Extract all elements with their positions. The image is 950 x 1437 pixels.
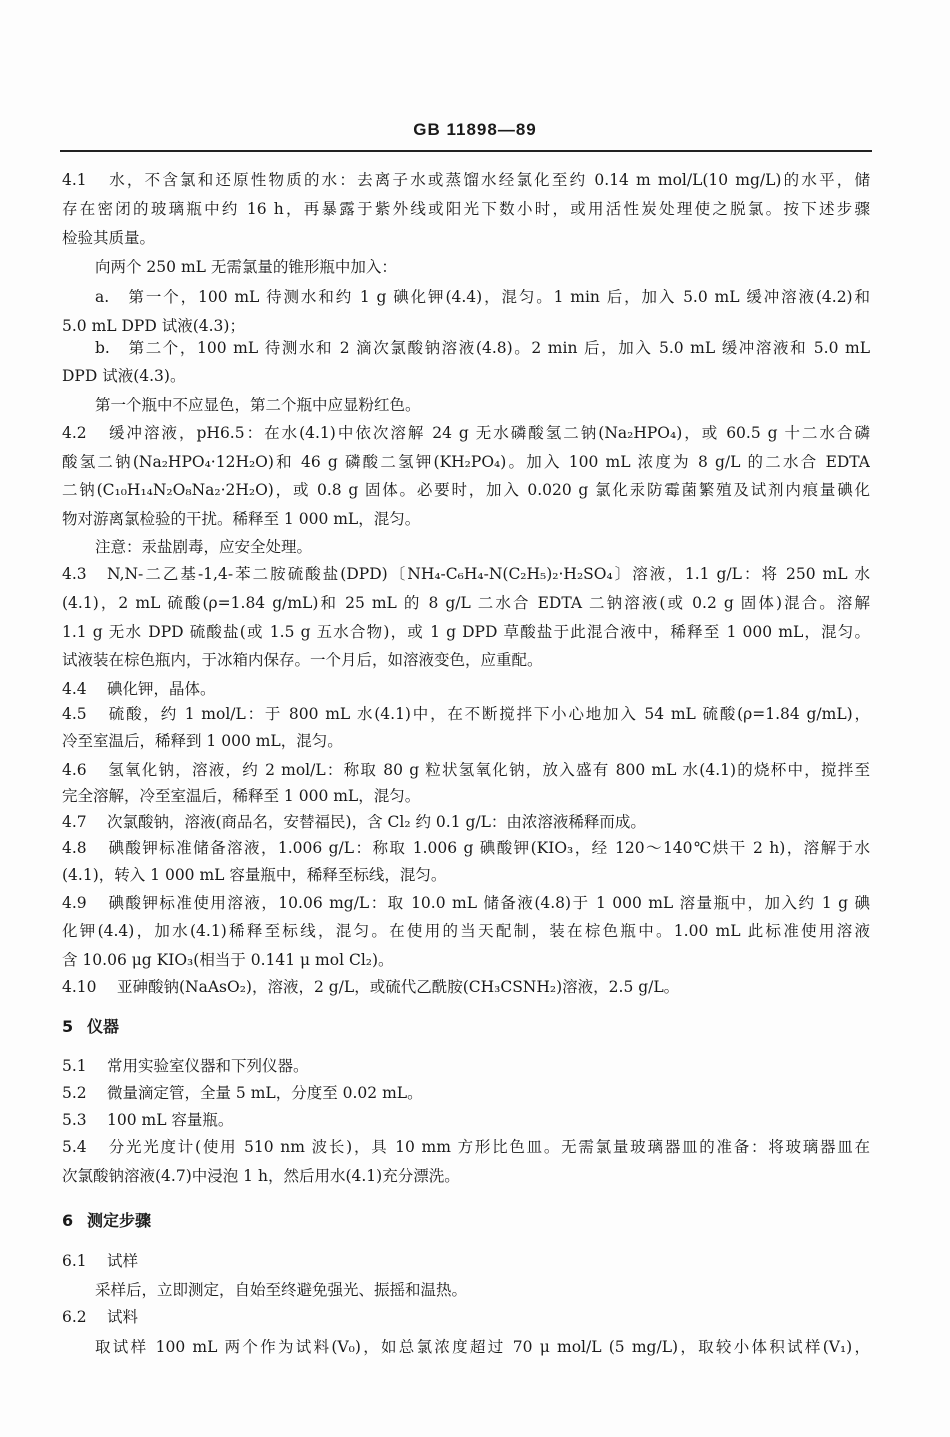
clause-number: 4.3 bbox=[62, 565, 87, 583]
faint-watermark bbox=[0, 1426, 950, 1436]
clause-number: 4.9 bbox=[62, 894, 87, 912]
clause-4-2-line: 酸氢二钠(Na₂HPO₄·12H₂O)和 46 g 磷酸二氢钾(KH₂PO₄)。加入 100 mL 浓度为 8 g/L 的二水合 EDTA bbox=[62, 453, 870, 471]
clause-4-6-line bbox=[62, 759, 870, 781]
clause-number: 4.4 bbox=[62, 680, 87, 698]
clause-4-10-line bbox=[62, 976, 870, 998]
clause-number: 4.7 bbox=[62, 813, 87, 831]
clause-text: 碘酸钾标准储备溶液，1.006 g/L：称取 1.006 g 碘酸钾(KIO₃，经 120～140℃烘干 2 h)，溶解于水 bbox=[107, 839, 870, 857]
clause-4-4-line bbox=[62, 678, 870, 700]
section-number: 5 bbox=[62, 1017, 74, 1036]
clause-number: 4.6 bbox=[62, 761, 87, 779]
page-header-standard-number: GB 11898—89 bbox=[413, 120, 537, 139]
clause-4-1-item-b: b. 第二个，100 mL 待测水和 2 滴次氯酸钠溶液(4.8)。2 min 后，加入 5.0 mL 缓冲溶液和 5.0 mL bbox=[95, 339, 870, 357]
clause-text: 氢氧化钠，溶液，约 2 mol/L：称取 80 g 粒状氢氧化钠，放入盛有 800 mL 水(4.1)的烧杯中，搅拌至 bbox=[107, 761, 870, 779]
clause-4-1-line: 5.0 mL DPD 试液(4.3)； bbox=[62, 317, 245, 335]
clause-4-1-line: 第一个瓶中不应显色，第二个瓶中应显粉红色。 bbox=[95, 396, 421, 414]
clause-text: 次氯酸钠，溶液(商品名，安替福民)，含 Cl₂ 约 0.1 g/L：由浓溶液稀释而成。 bbox=[107, 813, 646, 831]
clause-4-1-line: 检验其质量。 bbox=[62, 229, 156, 247]
clause-4-7-line bbox=[62, 811, 870, 833]
clause-4-8-line bbox=[62, 837, 870, 859]
clause-6-2-line: 取试样 100 mL 两个作为试料(V₀)，如总氯浓度超过 70 μ mol/L (5 mg/L)，取较小体积试样(V₁)， bbox=[95, 1338, 870, 1356]
clause-4-1-line: 向两个 250 mL 无需氯量的锥形瓶中加入： bbox=[95, 258, 397, 276]
clause-number: 4.5 bbox=[62, 705, 87, 723]
clause-text: 碘酸钾标准使用溶液，10.06 mg/L：取 10.0 mL 储备液(4.8)于 1 000 mL 溶量瓶中，加入约 1 g 碘 bbox=[107, 894, 870, 912]
clause-text: 分光光度计(使用 510 nm 波长)，具 10 mm 方形比色皿。无需氯量玻璃器皿的准备：将玻璃器皿在 bbox=[107, 1138, 870, 1156]
section-5-heading bbox=[62, 1016, 870, 1038]
clause-4-1-line bbox=[62, 169, 870, 191]
clause-number: 5.1 bbox=[62, 1057, 87, 1075]
clause-6-2-heading bbox=[62, 1306, 870, 1328]
section-title: 测定步骤 bbox=[87, 1211, 152, 1230]
clause-text: 水，不含氯和还原性物质的水：去离子水或蒸馏水经氯化至约 0.14 m mol/L(10 mg/L)的水平，储 bbox=[107, 171, 870, 189]
clause-text: 碘化钾，晶体。 bbox=[107, 680, 216, 698]
clause-6-1-heading bbox=[62, 1250, 870, 1272]
clause-text: N,N-二乙基-1,4-苯二胺硫酸盐(DPD)〔NH₄-C₆H₄-N(C₂H₅)₂·H₂SO₄〕溶液，1.1 g/L：将 250 mL 水 bbox=[107, 565, 870, 583]
clause-text: 亚砷酸钠(NaAsO₂)，溶液，2 g/L，或硫代乙酰胺(CH₃CSNH₂)溶液，2.5 g/L。 bbox=[117, 978, 680, 996]
clause-4-2-line: 二钠(C₁₀H₁₄N₂O₈Na₂·2H₂O)，或 0.8 g 固体。必要时，加入 0.020 g 氯化汞防霉菌繁殖及试剂内痕量碘化 bbox=[62, 481, 870, 499]
clause-number: 5.2 bbox=[62, 1084, 87, 1102]
clause-number: 5.3 bbox=[62, 1111, 87, 1129]
clause-4-2-line: 物对游离氯检验的干扰。稀释至 1 000 mL，混匀。 bbox=[62, 510, 421, 528]
section-number: 6 bbox=[62, 1211, 74, 1230]
clause-number: 5.4 bbox=[62, 1138, 87, 1156]
clause-4-3-line: (4.1)，2 mL 硫酸(ρ=1.84 g/mL)和 25 mL 的 8 g/L 二水合 EDTA 二钠溶液(或 0.2 g 固体)混合。溶解 bbox=[62, 594, 870, 612]
clause-4-5-line bbox=[62, 703, 870, 725]
clause-5-2-line bbox=[62, 1082, 870, 1104]
clause-6-1-line: 采样后，立即测定，自始至终避免强光、振摇和温热。 bbox=[95, 1281, 468, 1299]
clause-4-1-line: 存在密闭的玻璃瓶中约 16 h，再暴露于紫外线或阳光下数小时，或用活性炭处理使之脱氯。按下述步骤 bbox=[62, 200, 870, 218]
clause-text: 微量滴定管，全量 5 mL，分度至 0.02 mL。 bbox=[107, 1084, 423, 1102]
clause-4-3-line bbox=[62, 563, 870, 585]
clause-4-3-line: 1.1 g 无水 DPD 硫酸盐(或 1.5 g 五水合物)，或 1 g DPD 草酸盐于此混合液中，稀释至 1 000 mL，混匀。 bbox=[62, 623, 870, 641]
clause-number: 4.10 bbox=[62, 978, 97, 996]
clause-text: 缓冲溶液，pH6.5：在水(4.1)中依次溶解 24 g 无水磷酸氢二钠(Na₂HPO₄)，或 60.5 g 十二水合磷 bbox=[107, 424, 870, 442]
clause-4-2-line bbox=[62, 422, 870, 444]
clause-number: 4.1 bbox=[62, 171, 87, 189]
clause-4-9-line: 化钾(4.4)，加水(4.1)稀释至标线，混匀。在使用的当天配制，装在棕色瓶中。1.00 mL 此标准使用溶液 bbox=[62, 922, 870, 940]
clause-5-4-line bbox=[62, 1136, 870, 1158]
clause-4-2-note: 注意：汞盐剧毒，应安全处理。 bbox=[95, 538, 313, 556]
clause-number: 6.1 bbox=[62, 1252, 87, 1270]
clause-title: 试样 bbox=[107, 1252, 139, 1270]
clause-title: 试料 bbox=[107, 1308, 139, 1326]
clause-number: 6.2 bbox=[62, 1308, 87, 1326]
clause-5-1-line bbox=[62, 1055, 870, 1077]
clause-4-1-item-a: a. 第一个，100 mL 待测水和约 1 g 碘化钾(4.4)，混匀。1 min 后，加入 5.0 mL 缓冲溶液(4.2)和 bbox=[95, 288, 870, 306]
clause-4-6-line: 完全溶解，冷至室温后，稀释至 1 000 mL，混匀。 bbox=[62, 787, 421, 805]
clause-4-8-line: (4.1)，转入 1 000 mL 容量瓶中，稀释至标线，混匀。 bbox=[62, 866, 447, 884]
clause-5-4-line: 次氯酸钠溶液(4.7)中浸泡 1 h，然后用水(4.1)充分漂洗。 bbox=[62, 1167, 460, 1185]
clause-text: 常用实验室仪器和下列仪器。 bbox=[107, 1057, 309, 1075]
section-6-heading bbox=[62, 1210, 870, 1232]
clause-number: 4.8 bbox=[62, 839, 87, 857]
clause-text: 硫酸，约 1 mol/L：于 800 mL 水(4.1)中，在不断搅拌下小心地加入 54 mL 硫酸(ρ=1.84 g/mL)， bbox=[107, 705, 870, 723]
clause-4-5-line: 冷至室温后，稀释到 1 000 mL，混匀。 bbox=[62, 732, 343, 750]
clause-4-9-line: 含 10.06 μg KIO₃(相当于 0.141 μ mol Cl₂)。 bbox=[62, 951, 394, 969]
clause-4-3-line: 试液装在棕色瓶内，于冰箱内保存。一个月后，如溶液变色，应重配。 bbox=[62, 651, 543, 669]
clause-text: 100 mL 容量瓶。 bbox=[107, 1111, 234, 1129]
header-rule bbox=[60, 150, 872, 152]
clause-number: 4.2 bbox=[62, 424, 87, 442]
clause-4-9-line bbox=[62, 892, 870, 914]
clause-5-3-line bbox=[62, 1109, 870, 1131]
clause-4-1-line: DPD 试液(4.3)。 bbox=[62, 367, 186, 385]
section-title: 仪器 bbox=[87, 1017, 120, 1036]
